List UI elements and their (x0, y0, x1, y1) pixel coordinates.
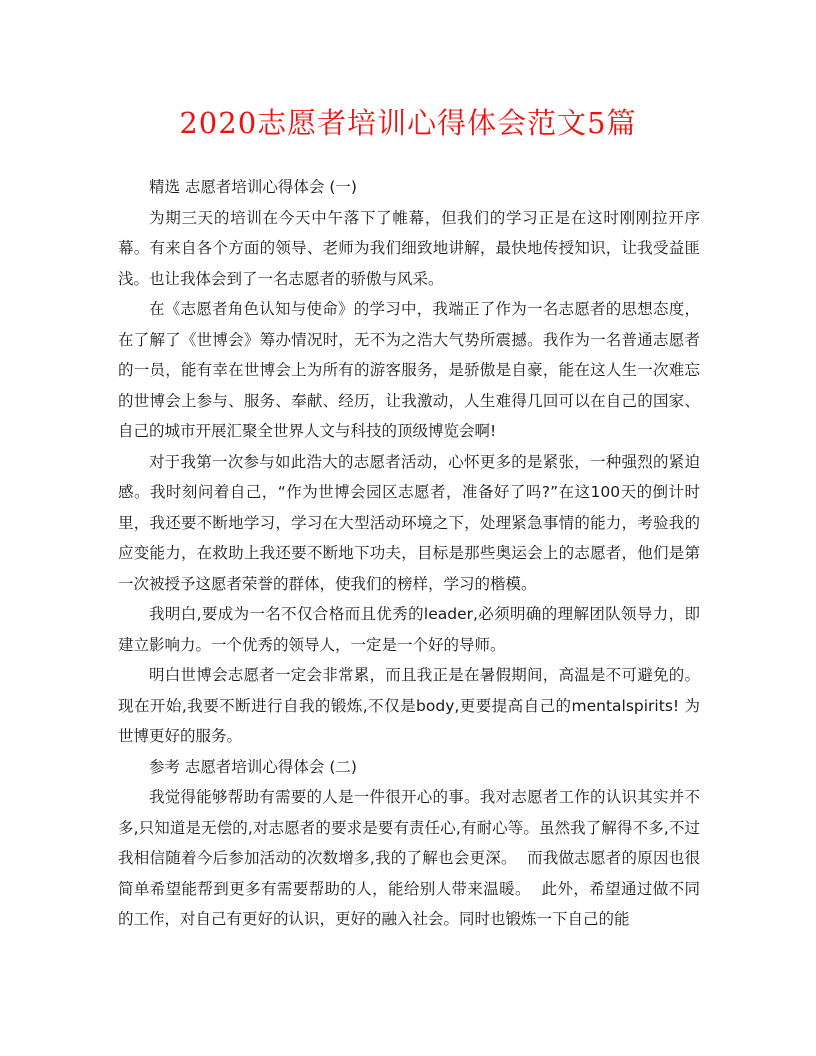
section-heading-1: 精选 志愿者培训心得体会 (一) (149, 178, 357, 196)
paragraph-5: 明白世博会志愿者一定会非常累，而且我正是在暑假期间，高温是不可避免的。现在开始,我要不断进行自我的锻炼,不仅是body,更要提高自己的mentalspirits! 为世博更好的服务。 (118, 666, 700, 745)
document-title: 2020志愿者培训心得体会范文5篇 (179, 106, 637, 140)
paragraph-4: 我明白,要成为一名不仅合格而且优秀的leader,必须明确的理解团队领导力，即建立影响力。一个优秀的领导人，一定是一个好的导师。 (118, 605, 700, 654)
section-heading-2: 参考 志愿者培训心得体会 (二) (149, 757, 357, 776)
paragraph-3: 对于我第一次参与如此浩大的志愿者活动，心怀更多的是紧张，一种强烈的紧迫感。我时刻问着自己，“作为世博会园区志愿者，准备好了吗?”在这100天的倒计时里，我还要不断地学习，学习在大型活动环境之下，处理紧急事情的能力，考验我的应变能力，在救助上我还要不断地下功夫，目标是那些奥运会上的志愿者，他们是第一次被授予这愿者荣誉的群体，使我们的榜样，学习的楷模。 (118, 452, 700, 593)
paragraph-1: 为期三天的培训在今天中午落下了帷幕，但我们的学习正是在这时刚刚拉开序幕。有来自各个方面的领导、老师为我们细致地讲解，最快地传授知识，让我受益匪浅。也让我体会到了一名志愿者的骄傲与风采。 (118, 208, 700, 288)
document-body (118, 172, 700, 935)
paragraph-2: 在《志愿者角色认知与使命》的学习中，我端正了作为一名志愿者的思想态度，在了解了《世博会》筹办情况时，无不为之浩大气势所震撼。我作为一名普通志愿者的一员，能有幸在世博会上为所有的游客服务，是骄傲是自豪，能在这人生一次难忘的世博会上参与、服务、奉献、经历，让我激动，人生难得几回可以在自己的国家、自己的城市开展汇聚全世界人文与科技的顶级博览会啊! (118, 300, 700, 440)
paragraph-6: 我觉得能够帮助有需要的人是一件很开心的事。我对志愿者工作的认识其实并不多,只知道是无偿的,对志愿者的要求是要有责任心,有耐心等。虽然我了解得不多,不过我相信随着今后参加活动的次数增多,我的了解也会更深。 而我做志愿者的原因也很简单希望能帮到更多有需要帮助的人，能给别人带来温暖。 此外，希望通过做不同的工作，对自己有更好的认识，更好的融入社会。同时也锻炼一下自己的能 (118, 788, 700, 928)
